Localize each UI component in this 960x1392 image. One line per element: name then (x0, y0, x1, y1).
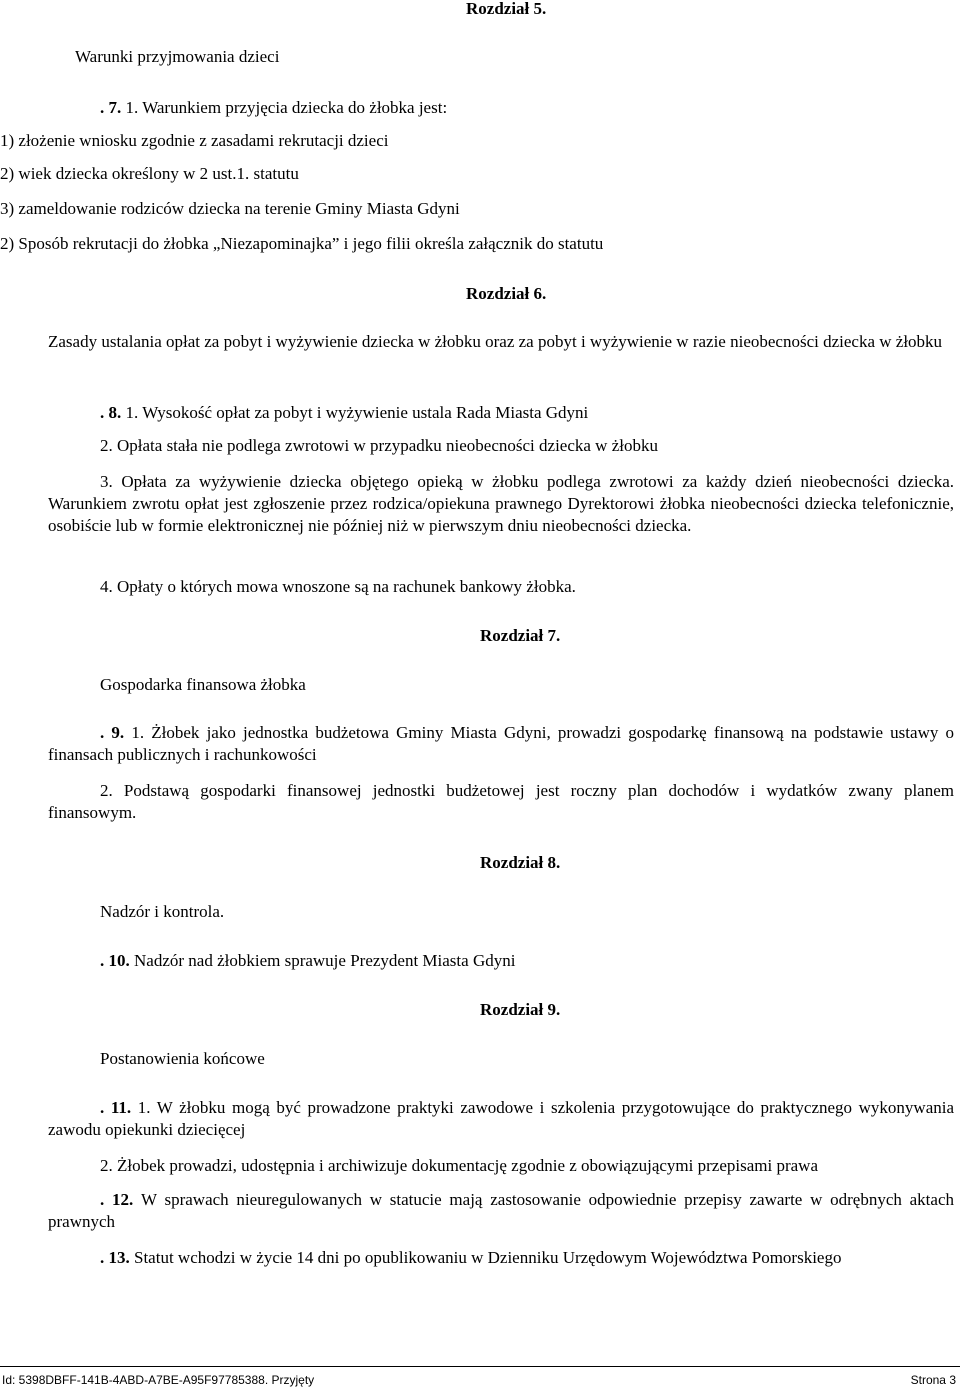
paragraph-number: . 9. (100, 723, 132, 742)
condition-item-2: 2) wiek dziecka określony w 2 ust.1. statutu (0, 164, 299, 183)
paragraph-7 (100, 97, 447, 119)
recruitment-clause: 2) Sposób rekrutacji do żłobka „Niezapominajka” i jego filii określa załącznik do statutu (0, 234, 604, 253)
chapter-6-title: Zasady ustalania opłat za pobyt i wyżywienie dziecka w żłobku oraz za pobyt i wyżywienie w razie nieobecności dziecka w żłobku (48, 332, 943, 351)
chapter-8-title: Nadzór i kontrola. (100, 902, 225, 921)
chapter-5-heading: Rozdział 5. (466, 0, 547, 18)
paragraph-13 (48, 1247, 954, 1269)
paragraph-11 (48, 1097, 954, 1141)
paragraph-8-item-2: 2. Opłata stała nie podlega zwrotowi w przypadku nieobecności dziecka w żłobku (100, 436, 658, 455)
paragraph-number: . 8. (100, 403, 126, 422)
paragraph-9-item-2: 2. Podstawą gospodarki finansowej jednostki budżetowej jest roczny plan dochodów i wydatków zwany planem finansowym. (48, 781, 954, 822)
paragraph-8 (100, 402, 588, 424)
paragraph-10 (100, 950, 515, 972)
paragraph-number: . 11. (100, 1098, 138, 1117)
condition-item-3: 3) zameldowanie rodziców dziecka na terenie Gminy Miasta Gdyni (0, 199, 460, 218)
condition-item-1: 1) złożenie wniosku zgodnie z zasadami rekrutacji dzieci (0, 131, 389, 150)
document-id: Id: 5398DBFF-141B-4ABD-A7BE-A95F97785388. Przyjęty (2, 1373, 315, 1387)
chapter-5-title: Warunki przyjmowania dzieci (75, 47, 280, 66)
paragraph-11-item-2: 2. Żłobek prowadzi, udostępnia i archiwizuje dokumentację zgodnie z obowiązującymi przepisami prawa (100, 1156, 818, 1175)
paragraph-text: 1. Wysokość opłat za pobyt i wyżywienie ustala Rada Miasta Gdyni (125, 403, 589, 422)
page-number: Strona 3 (910, 1373, 956, 1387)
paragraph-text: W sprawach nieuregulowanych w statucie mają zastosowanie odpowiednie przepisy zawarte w odrębnych aktach prawnych (48, 1190, 954, 1231)
paragraph-text: Nadzór nad żłobkiem sprawuje Prezydent Miasta Gdyni (134, 951, 516, 970)
page-footer (0, 1366, 960, 1392)
paragraph-number: . 13. (100, 1248, 134, 1267)
chapter-8-heading: Rozdział 8. (480, 853, 561, 872)
paragraph-8-item-3: 3. Opłata za wyżywienie dziecka objętego opieką w żłobku podlega zwrotowi za każdy dzień nieobecności dziecka. Warunkiem zwrotu opłat jest zgłoszenie przez rodzica/opiekuna prawnego Dyrektorowi żłobka nieobecności dziecka telefonicznie, osobiście lub w formie elektronicznej nie później niż w pierwszym dniu nieobecności dziecka. (48, 472, 954, 535)
chapter-9-heading: Rozdział 9. (480, 1000, 561, 1019)
paragraph-number: . 7. (100, 98, 126, 117)
paragraph-text: 1. W żłobku mogą być prowadzone praktyki zawodowe i szkolenia przygotowujące do praktycznego wykonywania zawodu opiekunki dziecięcej (48, 1098, 955, 1139)
paragraph-number: . 12. (100, 1190, 141, 1209)
paragraph-8-item-4: 4. Opłaty o których mowa wnoszone są na rachunek bankowy żłobka. (100, 577, 576, 596)
chapter-9-title: Postanowienia końcowe (100, 1049, 265, 1068)
chapter-6-heading: Rozdział 6. (466, 284, 547, 303)
chapter-7-heading: Rozdział 7. (480, 626, 561, 645)
paragraph-number: . 10. (100, 951, 134, 970)
paragraph-text: 1. Warunkiem przyjęcia dziecka do żłobka jest: (125, 98, 448, 117)
paragraph-12 (48, 1189, 954, 1233)
paragraph-9 (48, 722, 954, 766)
chapter-7-title: Gospodarka finansowa żłobka (100, 675, 306, 694)
paragraph-text: Statut wchodzi w życie 14 dni po opublikowaniu w Dzienniku Urzędowym Województwa Pomorskiego (134, 1248, 842, 1267)
paragraph-text: 1. Żłobek jako jednostka budżetowa Gminy Miasta Gdyni, prowadzi gospodarkę finansową na podstawie ustawy o finansach publicznych i rachunkowości (48, 723, 955, 764)
